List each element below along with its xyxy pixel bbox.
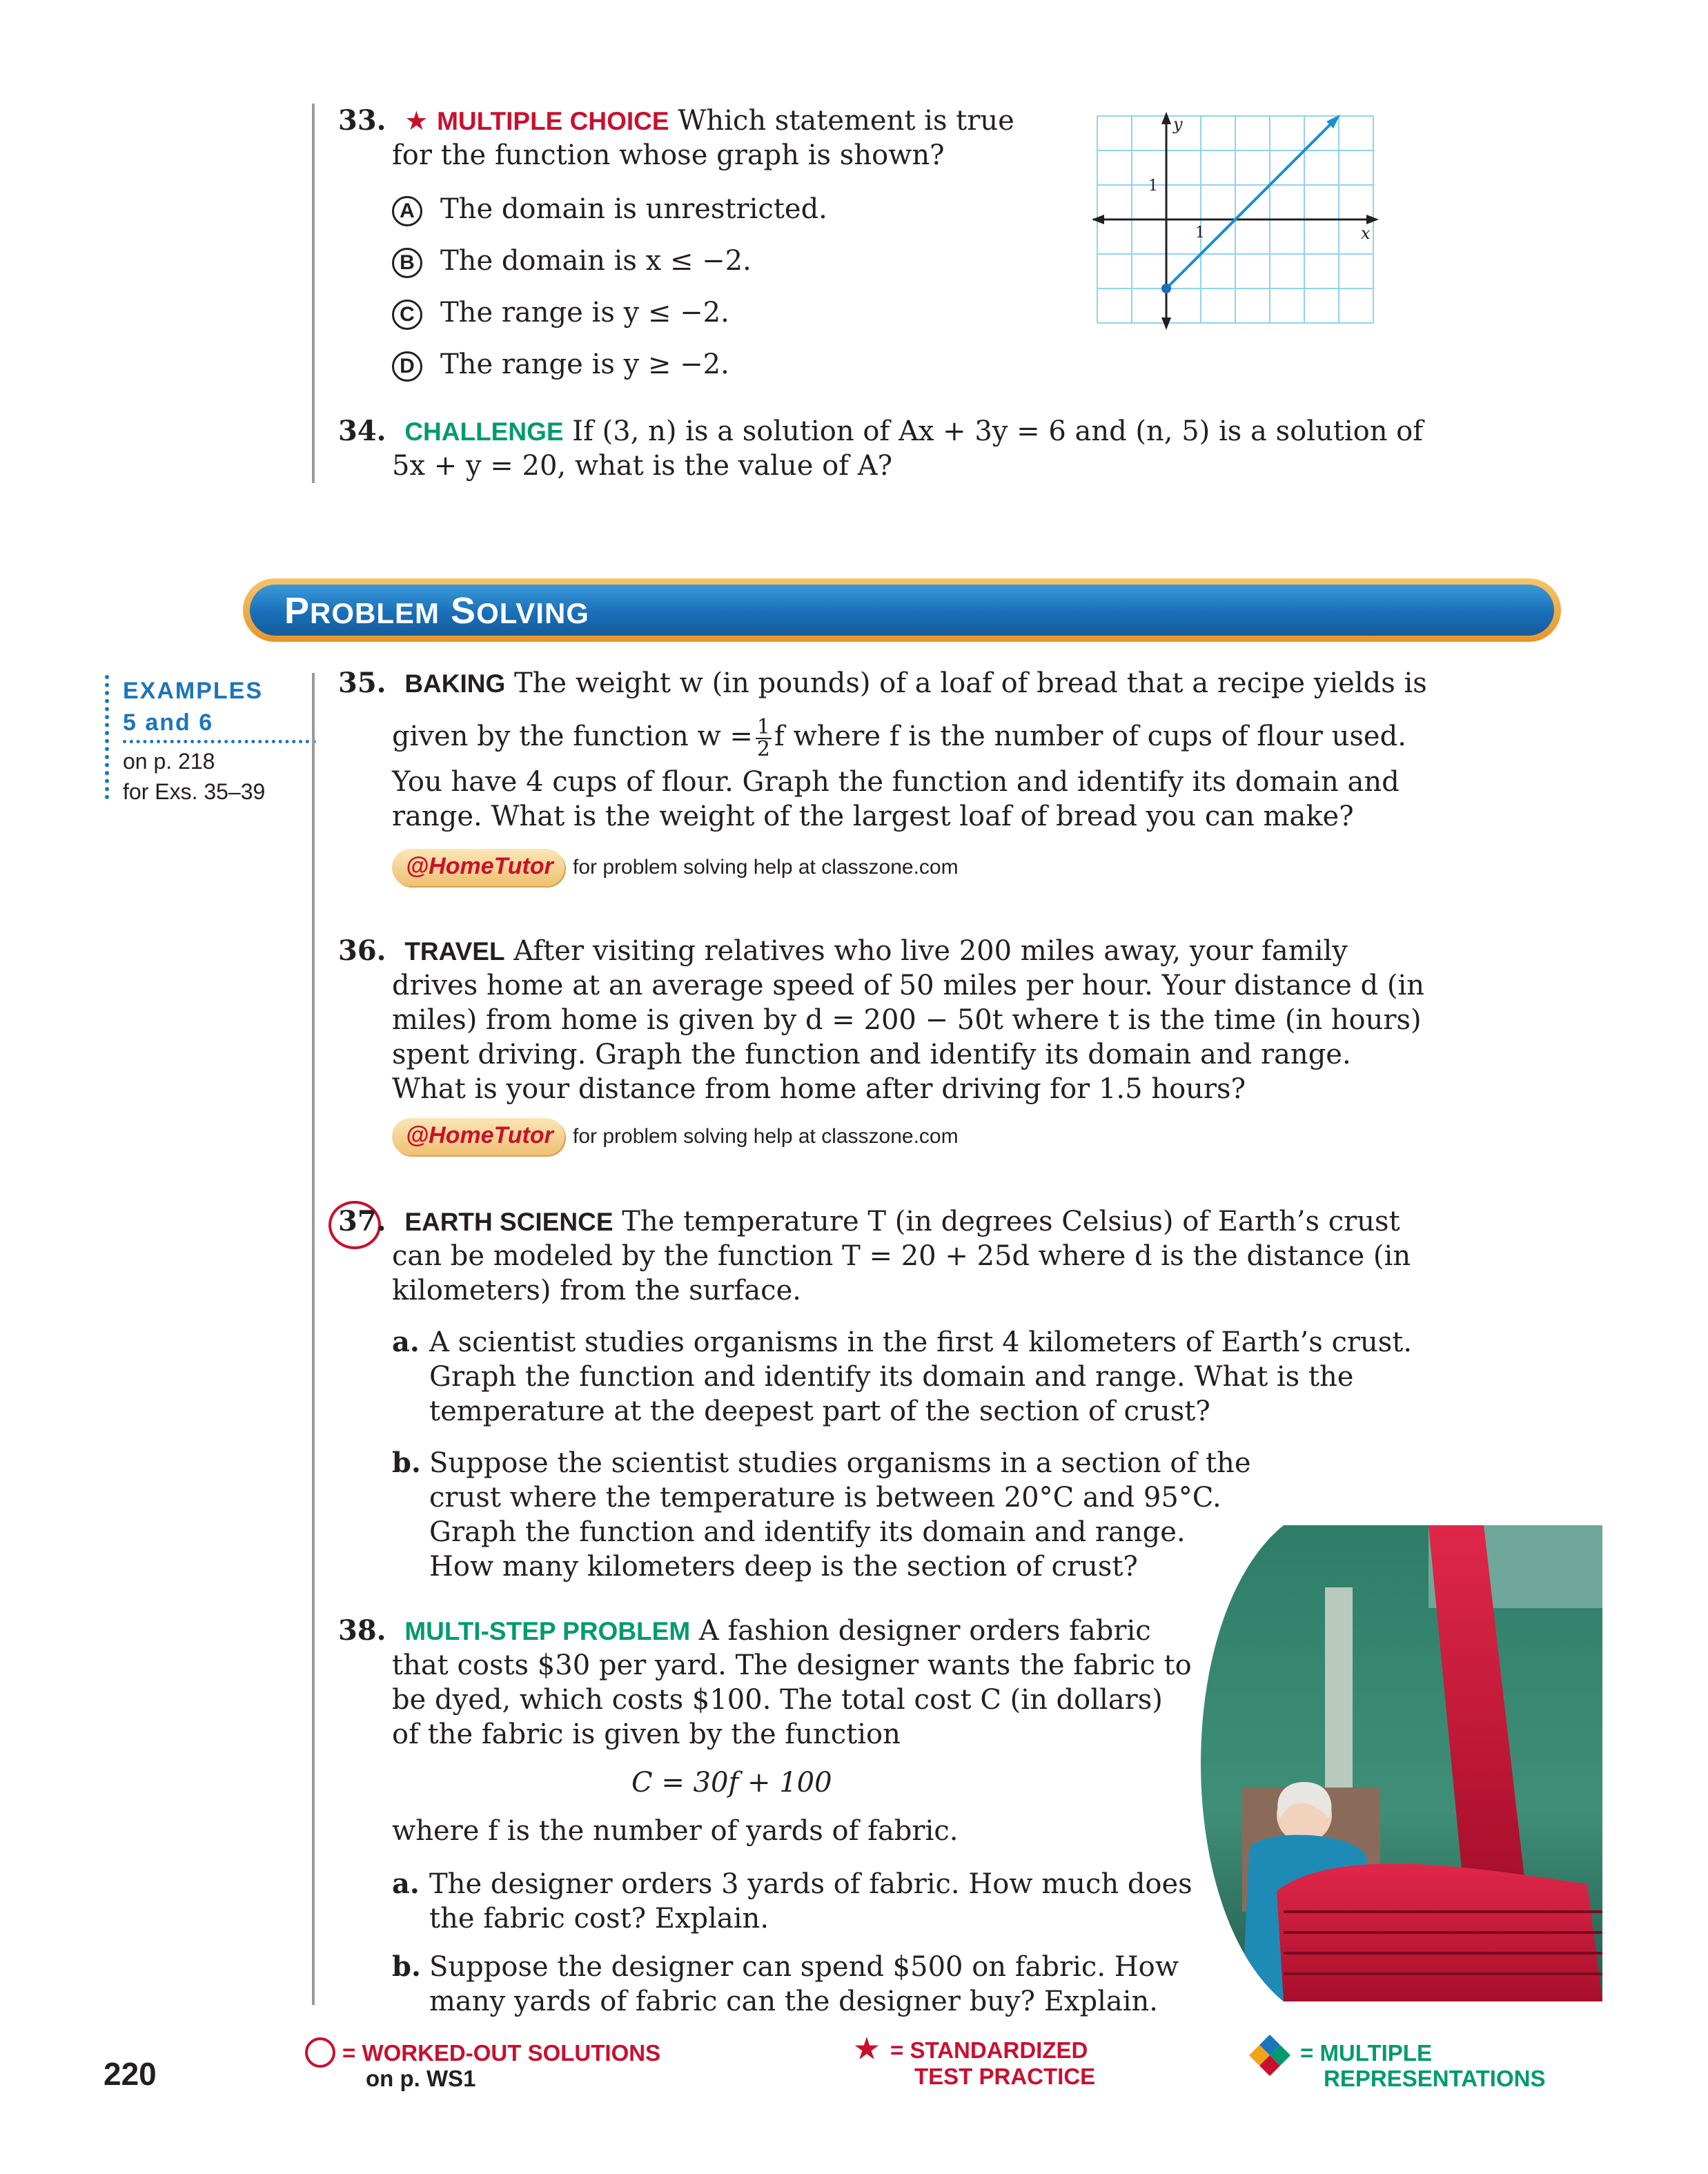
q38-a-line-2: the fabric cost? Explain. <box>429 1903 769 1935</box>
q38-line-1 <box>338 1614 1151 1649</box>
q37-b-line-3: Graph the function and identify its domain and range. <box>429 1516 1186 1548</box>
footer-worked-out-1: = WORKED-OUT SOLUTIONS <box>342 2040 661 2066</box>
q36-keyword: TRAVEL <box>404 937 505 966</box>
q38-a-line-1: The designer orders 3 yards of fabric. How much does <box>429 1868 1192 1900</box>
q35-text-1: The weight w (in pounds) of a loaf of bread that a recipe yields is <box>513 667 1427 699</box>
choice-a-badge: A <box>392 196 422 226</box>
q38-part-b-label: b. <box>392 1950 421 1983</box>
q36-line-1 <box>338 934 1348 969</box>
left-margin-rule-top <box>312 104 315 483</box>
q36-line-3: miles) from home is given by d = 200 − 50t where t is the time (in hours) <box>392 1004 1422 1036</box>
q35-keyword: BAKING <box>404 669 506 698</box>
q38-keyword: MULTI-STEP PROBLEM <box>404 1617 691 1645</box>
q35-fraction: $\frac{1}{2}$ <box>756 715 771 761</box>
q33-text-1: Which statement is true <box>678 105 1014 137</box>
q33-line-2: for the function whose graph is shown? <box>392 139 945 171</box>
q33-line-1 <box>338 104 1014 139</box>
q35-line-1 <box>338 666 1427 701</box>
q37-b-line-2: crust where the temperature is between 20°C and 95°C. <box>429 1482 1221 1514</box>
q37-part-a-label: a. <box>392 1326 420 1358</box>
footer-standardized-1: = STANDARDIZED <box>890 2037 1088 2063</box>
q38-equation: C = 30f + 100 <box>631 1767 832 1799</box>
hometutor-button-36[interactable]: @HomeTutor <box>392 1118 565 1155</box>
q35-line-2: given by the function w = $\frac{1}{2}$ f where f is the number of cups of flour used. <box>392 715 1406 761</box>
q34-number: 34. <box>338 415 386 447</box>
q38-line-5: where f is the number of yards of fabric. <box>392 1815 959 1847</box>
hometutor-text-35: for problem solving help at classzone.com <box>573 856 959 879</box>
q33-function-graph <box>1090 110 1380 331</box>
footer-multiple-2: REPRESENTATIONS <box>1324 2066 1546 2091</box>
q37-part-b-label: b. <box>392 1447 421 1479</box>
graph-function-line <box>1166 123 1332 288</box>
y-tick-label: 1 <box>1148 177 1158 195</box>
q33-keyword: MULTIPLE CHOICE <box>437 107 669 135</box>
footer-standardized-2: TEST PRACTICE <box>914 2064 1096 2089</box>
q38-line-3: be dyed, which costs $100. The total cost C (in dollars) <box>392 1684 1163 1716</box>
choice-d-text: The range is y ≥ −2. <box>440 349 729 380</box>
problem-solving-banner <box>243 578 1561 642</box>
banner-inner <box>250 585 1554 636</box>
q37-line-3: kilometers) from the surface. <box>392 1275 801 1306</box>
q38-line-4: of the fabric is given by the function <box>392 1718 901 1750</box>
q33-choice-a[interactable] <box>392 192 827 226</box>
examples-sidebar <box>105 675 308 804</box>
sidebar-divider <box>123 740 316 743</box>
q35-line-3: You have 4 cups of flour. Graph the function and identify its domain and <box>392 766 1400 798</box>
q34-keyword: CHALLENGE <box>404 418 564 446</box>
q33-choice-d[interactable] <box>392 347 729 382</box>
footer-worked-out-2: on p. WS1 <box>366 2066 476 2091</box>
fabric-dyeing-photo <box>1201 1525 1602 2001</box>
q37-a-line-3: temperature at the deepest part of the section of crust? <box>429 1396 1210 1427</box>
q37-b-line-1: Suppose the scientist studies organisms in a section of the <box>429 1447 1251 1479</box>
q33-choice-c[interactable] <box>392 295 729 330</box>
q38-text-1: A fashion designer orders fabric <box>698 1615 1151 1647</box>
q33-choice-b[interactable] <box>392 244 752 278</box>
q36-number: 36. <box>338 934 386 967</box>
banner-title: PROBLEM SOLVING <box>284 590 589 631</box>
q36-text-1: After visiting relatives who live 200 miles away, your family <box>513 935 1348 967</box>
hometutor-text-36: for problem solving help at classzone.com <box>573 1125 959 1148</box>
q37-number: 37. <box>338 1205 386 1237</box>
q37-line-1 <box>338 1204 1400 1240</box>
q38-b-line-2: many yards of fabric can the designer buy? Explain. <box>429 1986 1158 2017</box>
q35-line-4: range. What is the weight of the largest loaf of bread you can make? <box>392 801 1354 832</box>
q37-a-line-1: A scientist studies organisms in the first 4 kilometers of Earth’s crust. <box>429 1326 1413 1358</box>
choice-c-text: The range is y ≤ −2. <box>440 297 729 329</box>
q38-part-a-label: a. <box>392 1868 420 1900</box>
star-icon: ★ <box>404 106 429 136</box>
q37-b-line-4: How many kilometers deep is the section of crust? <box>429 1551 1138 1583</box>
q37-keyword: EARTH SCIENCE <box>404 1208 613 1236</box>
y-axis-label: y <box>1173 115 1183 134</box>
sidebar-heading-1: EXAMPLES <box>123 678 264 704</box>
page-number: 220 <box>104 2056 157 2092</box>
sidebar-page-ref: on p. 218 <box>123 749 215 774</box>
q35-number: 35. <box>338 667 386 699</box>
q37-text-1: The temperature T (in degrees Celsius) of Earth’s crust <box>622 1206 1400 1237</box>
q38-line-2: that costs $30 per yard. The designer wants the fabric to <box>392 1649 1192 1681</box>
x-axis-label: x <box>1361 224 1371 243</box>
q33-number: 33. <box>338 104 386 137</box>
multiple-representations-icon <box>1248 2033 1292 2077</box>
q34-text-1: If (3, n) is a solution of Ax + 3y = 6 and (n, 5) is a solution of <box>572 415 1424 447</box>
worked-out-solutions-circle-icon <box>305 2037 335 2068</box>
left-margin-rule-bottom <box>312 673 315 2005</box>
choice-d-badge: D <box>392 351 422 382</box>
q37-line-2: can be modeled by the function T = 20 + 25d where d is the distance (in <box>392 1240 1411 1272</box>
footer-multiple-1: = MULTIPLE <box>1300 2040 1432 2066</box>
choice-b-badge: B <box>392 248 422 278</box>
q36-line-4: spent driving. Graph the function and identify its domain and range. <box>392 1039 1351 1070</box>
choice-c-badge: C <box>392 300 422 330</box>
y-axis-up-arrow <box>1161 112 1171 124</box>
hometutor-button-35[interactable]: @HomeTutor <box>392 849 565 886</box>
q34-line-2: 5x + y = 20, what is the value of A? <box>392 450 893 482</box>
sidebar-heading-2[interactable]: 5 and 6 <box>123 709 214 736</box>
q38-b-line-1: Suppose the designer can spend $500 on fabric. How <box>429 1951 1179 1983</box>
q36-line-2: drives home at an average speed of 50 miles per hour. Your distance d (in <box>392 970 1425 1001</box>
q36-line-5: What is your distance from home after driving for 1.5 hours? <box>392 1073 1246 1105</box>
q38-number: 38. <box>338 1614 386 1647</box>
choice-a-text: The domain is unrestricted. <box>440 193 827 225</box>
choice-b-text: The domain is x ≤ −2. <box>440 245 752 277</box>
q34-line-1 <box>338 414 1423 449</box>
q37-a-line-2: Graph the function and identify its domain and range. What is the <box>429 1361 1354 1393</box>
footer-star-icon: ★ <box>854 2034 879 2064</box>
sidebar-exercise-ref: for Exs. 35–39 <box>123 779 266 804</box>
x-tick-label: 1 <box>1195 224 1205 242</box>
function-start-point <box>1161 284 1171 293</box>
